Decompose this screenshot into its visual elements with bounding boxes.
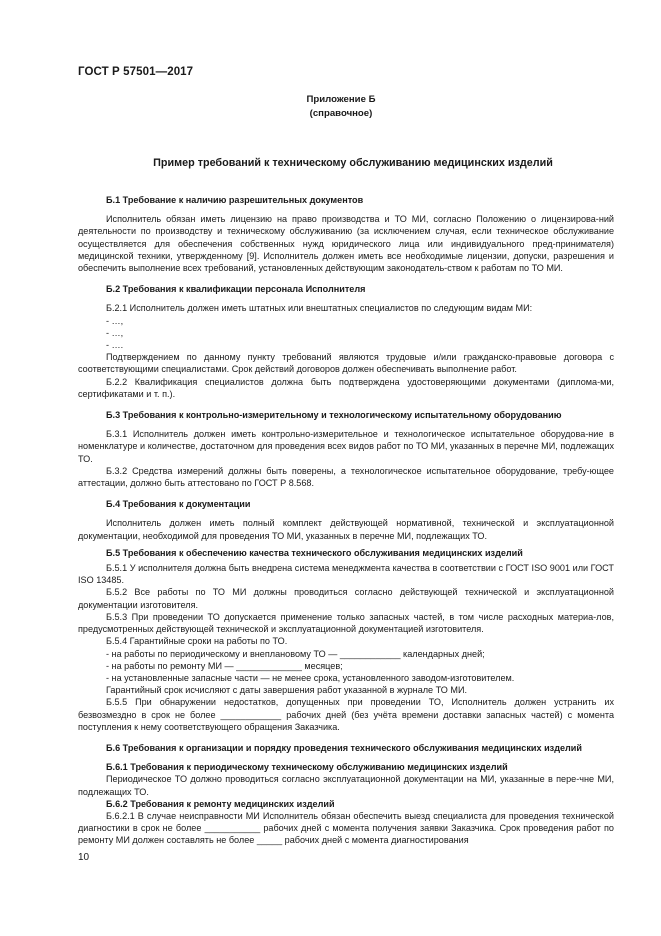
- paragraph: Б.3.1 Исполнитель должен иметь контрольно-измерительное и технологическое испытательное оборудова-ние в номенклатуре и количестве, достаточном для проведения всех видов работ по ТО МИ, указанных в перечне МИ, подлежащих ТО.: [78, 429, 614, 464]
- paragraph: Подтверждением по данному пункту требований являются трудовые и/или гражданско-правовые договора с соответствующими специалистами. Срок действий договоров должен обеспечивать выполнение работ.: [78, 352, 614, 375]
- paragraph: Гарантийный срок исчисляют с даты завершения работ указанной в журнале ТО МИ.: [106, 685, 468, 696]
- section-title-b1: Б.1 Требование к наличию разрешительных документов: [106, 195, 364, 205]
- paragraph: Б.5.3 При проведении ТО допускается применение только запасных частей, в том числе расходных материа-лов, предусмотренных действующей технической и эксплуатационной документацией изготовителя.: [78, 611, 614, 635]
- subsection-title-b6-2: Б.6.2 Требования к ремонту медицинских изделий: [106, 798, 335, 809]
- annex-label: Приложение Б: [306, 94, 376, 105]
- list-item: - …,: [106, 327, 124, 338]
- paragraph: Б.3.2 Средства измерений должны быть поверены, а технологическое испытательное оборудование, требу-ющее аттестации, должно быть аттестовано по ГОСТ Р 8.568.: [78, 465, 614, 489]
- section-title-b5: Б.5 Требования к обеспечению качества технического обслуживания медицинских изделий: [106, 547, 523, 558]
- paragraph: Б.5.4 Гарантийные сроки на работы по ТО.: [106, 636, 288, 647]
- document-header: ГОСТ Р 57501—2017: [78, 66, 194, 78]
- paragraph: Периодическое ТО должно проводиться согласно эксплуатационной документации на МИ, указанные в пере-чне МИ, подлежащих ТО.: [78, 774, 614, 797]
- paragraph: Б.2.2 Квалификация специалистов должна быть подтверждена удостоверяющими документами (диплома-ми, сертификатами и т. п.).: [78, 376, 614, 399]
- paragraph: Исполнитель обязан иметь лицензию на право производства и ТО МИ, согласно Положению о лицензирова-ний деятельности по производству и техническому обслуживанию (за исключением случая, если техническое обслуживание осуществляется для обеспечения собственных нужд юридического лица или индивидуального пред-принимателя) медицинской техники, утвержденному [9]. Исполнитель должен иметь все необходимые лицензии, допуски, разрешения и обеспечить выполнение всех требований, установленных действующим законодатель-ством к работам по ТО МИ.: [78, 214, 614, 274]
- section-title-b3: Б.3 Требования к контрольно-измерительному и технологическому испытательному оборудованию: [106, 410, 562, 421]
- list-item: - на работы по ремонту МИ — _____________ месяцев;: [106, 660, 343, 671]
- paragraph: Б.5.5 При обнаружении недостатков, допущенных при проведении ТО, Исполнитель должен устранить их безвозмездно в срок не более ____________ рабочих дней (без учёта времени доставки запасных частей) с момента поступления к нему соответствующего обращения Заказчика.: [78, 697, 614, 732]
- section-title-b6: Б.6 Требования к организации и порядку проведения технического обслуживания медицинских изделий: [106, 742, 582, 753]
- list-item: - …,: [106, 315, 124, 326]
- document-body: [78, 185, 614, 847]
- document-title: Пример требований к техническому обслуживанию медицинских изделий: [153, 157, 553, 169]
- paragraph: Исполнитель должен иметь полный комплект действующей нормативной, технической и эксплуатационной документации, необходимой для проведения ТО МИ, указанных в перечне МИ, подлежащих ТО.: [78, 518, 614, 541]
- subsection-title-b6-1: Б.6.1 Требования к периодическому техническому обслуживанию медицинских изделий: [106, 762, 508, 773]
- paragraph: Б.5.1 У исполнителя должна быть внедрена система менеджмента качества в соответствии с ГОСТ ISO 9001 или ГОСТ ISO 13485.: [78, 563, 614, 586]
- list-item: - ….: [106, 340, 124, 351]
- paragraph: Б.6.2.1 В случае неисправности МИ Исполнитель обязан обеспечить выезд специалиста для проведения технической диагностики в срок не более ___________ рабочих дней с момента получения заявки Заказчика. Срок проведения работ по ремонту МИ должен составлять не более _____ рабочих дней с момента диагностирования: [78, 810, 614, 846]
- list-item: - на работы по периодическому и внеплановому ТО — ____________ календарных дней;: [106, 648, 485, 659]
- paragraph: Б.2.1 Исполнитель должен иметь штатных или внештатных специалистов по следующим видам МИ:: [106, 303, 533, 314]
- list-item: - на установленные запасные части — не менее срока, установленного заводом-изготовителем.: [106, 672, 515, 683]
- section-title-b2: Б.2 Требования к квалификации персонала Исполнителя: [106, 284, 366, 295]
- page-number: 10: [78, 852, 90, 863]
- section-title-b4: Б.4 Требования к документации: [106, 499, 251, 510]
- annex-type: (справочное): [309, 108, 373, 119]
- paragraph: Б.5.2 Все работы по ТО МИ должны проводиться согласно действующей технической и эксплуатационной документации изготовителя.: [78, 587, 614, 610]
